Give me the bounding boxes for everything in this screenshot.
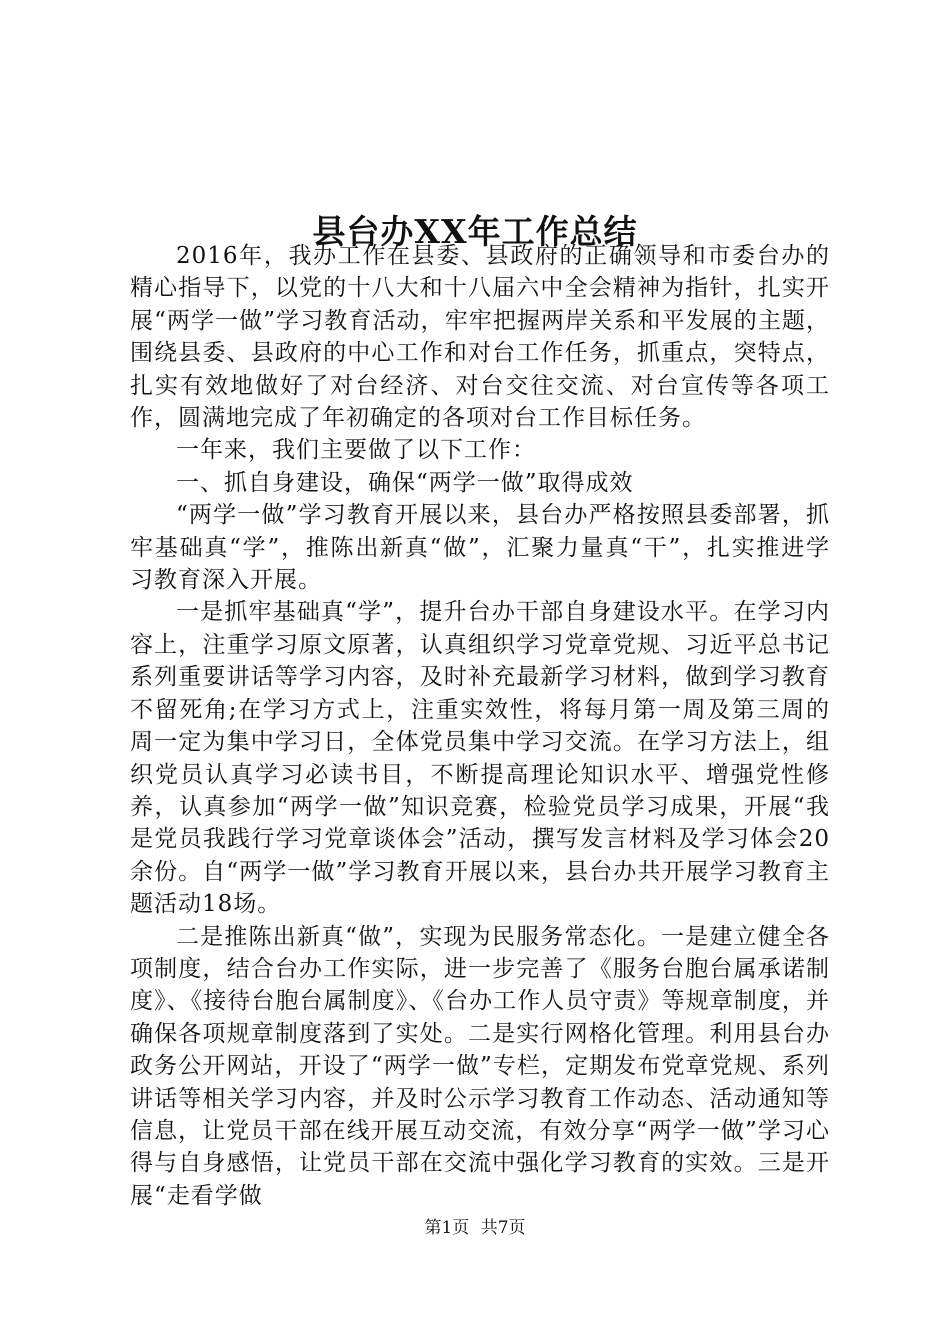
document-title: 县台办XX年工作总结	[312, 212, 638, 252]
page-total: 共7页	[480, 1218, 526, 1238]
paragraph-practice: 二是推陈出新真“做”，实现为民服务常态化。一是建立健全各项制度，结合台办工作实际，进一步完善了《服务台胞台属承诺制度》、《接待台胞台属制度》、《台办工作人员守责》等规章制度，并确保各项规章制度落到了实处。二是实行网格化管理。利用县台办政务公开网站，开设了“两学一做”专栏，定期发布党章党规、系列讲话等相关学习内容，并及时公示学习教育工作动态、活动通知等信息，让党员干部在线开展互动交流，有效分享“两学一做”学习心得与自身感悟，让党员干部在交流中强化学习教育的实效。三是开展“走看学做	[130, 923, 830, 1209]
paragraph-study: 一是抓牢基础真“学”，提升台办干部自身建设水平。在学习内容上，注重学习原文原著，认真组织学习党章党规、习近平总书记系列重要讲话等学习内容，及时补充最新学习材料，做到学习教育不留死角;在学习方式上，注重实效性，将每月第一周及第三周的周一定为集中学习日，全体党员集中学习交流。在学习方法上，组织党员认真学习必读书目，不断提高理论知识水平、增强党性修养，认真参加“两学一做”知识竞赛，检验党员学习成果，开展“我是党员我践行学习党章谈体会”活动，撰写发言材料及学习体会20余份。自“两学一做”学习教育开展以来，县台办共开展学习教育主题活动18场。	[130, 599, 830, 918]
paragraph-intro: 2016年，我办工作在县委、县政府的正确领导和市委台办的精心指导下，以党的十八大和十八届六中全会精神为指针，扎实开展“两学一做”学习教育活动，牢牢把握两岸关系和平发展的主题，围绕县委、县政府的中心工作和对台工作任务，抓重点，突特点，扎实有效地做好了对台经济、对台交往交流、对台宣传等各项工作，圆满地完成了年初确定的各项对台工作目标任务。	[130, 243, 830, 432]
paragraph-section-1-intro: “两学一做”学习教育开展以来，县台办严格按照县委部署，抓牢基础真“学”，推陈出新真“做”，汇聚力量真“干”，扎实推进学习教育深入开展。	[130, 502, 830, 594]
section-heading-1: 一、抓自身建设，确保“两学一做”取得成效	[176, 469, 634, 496]
paragraph-overview: 一年来，我们主要做了以下工作：	[176, 437, 536, 464]
page-number: 第1页	[424, 1218, 470, 1238]
document-body	[130, 240, 830, 1212]
page-footer	[0, 1216, 950, 1240]
